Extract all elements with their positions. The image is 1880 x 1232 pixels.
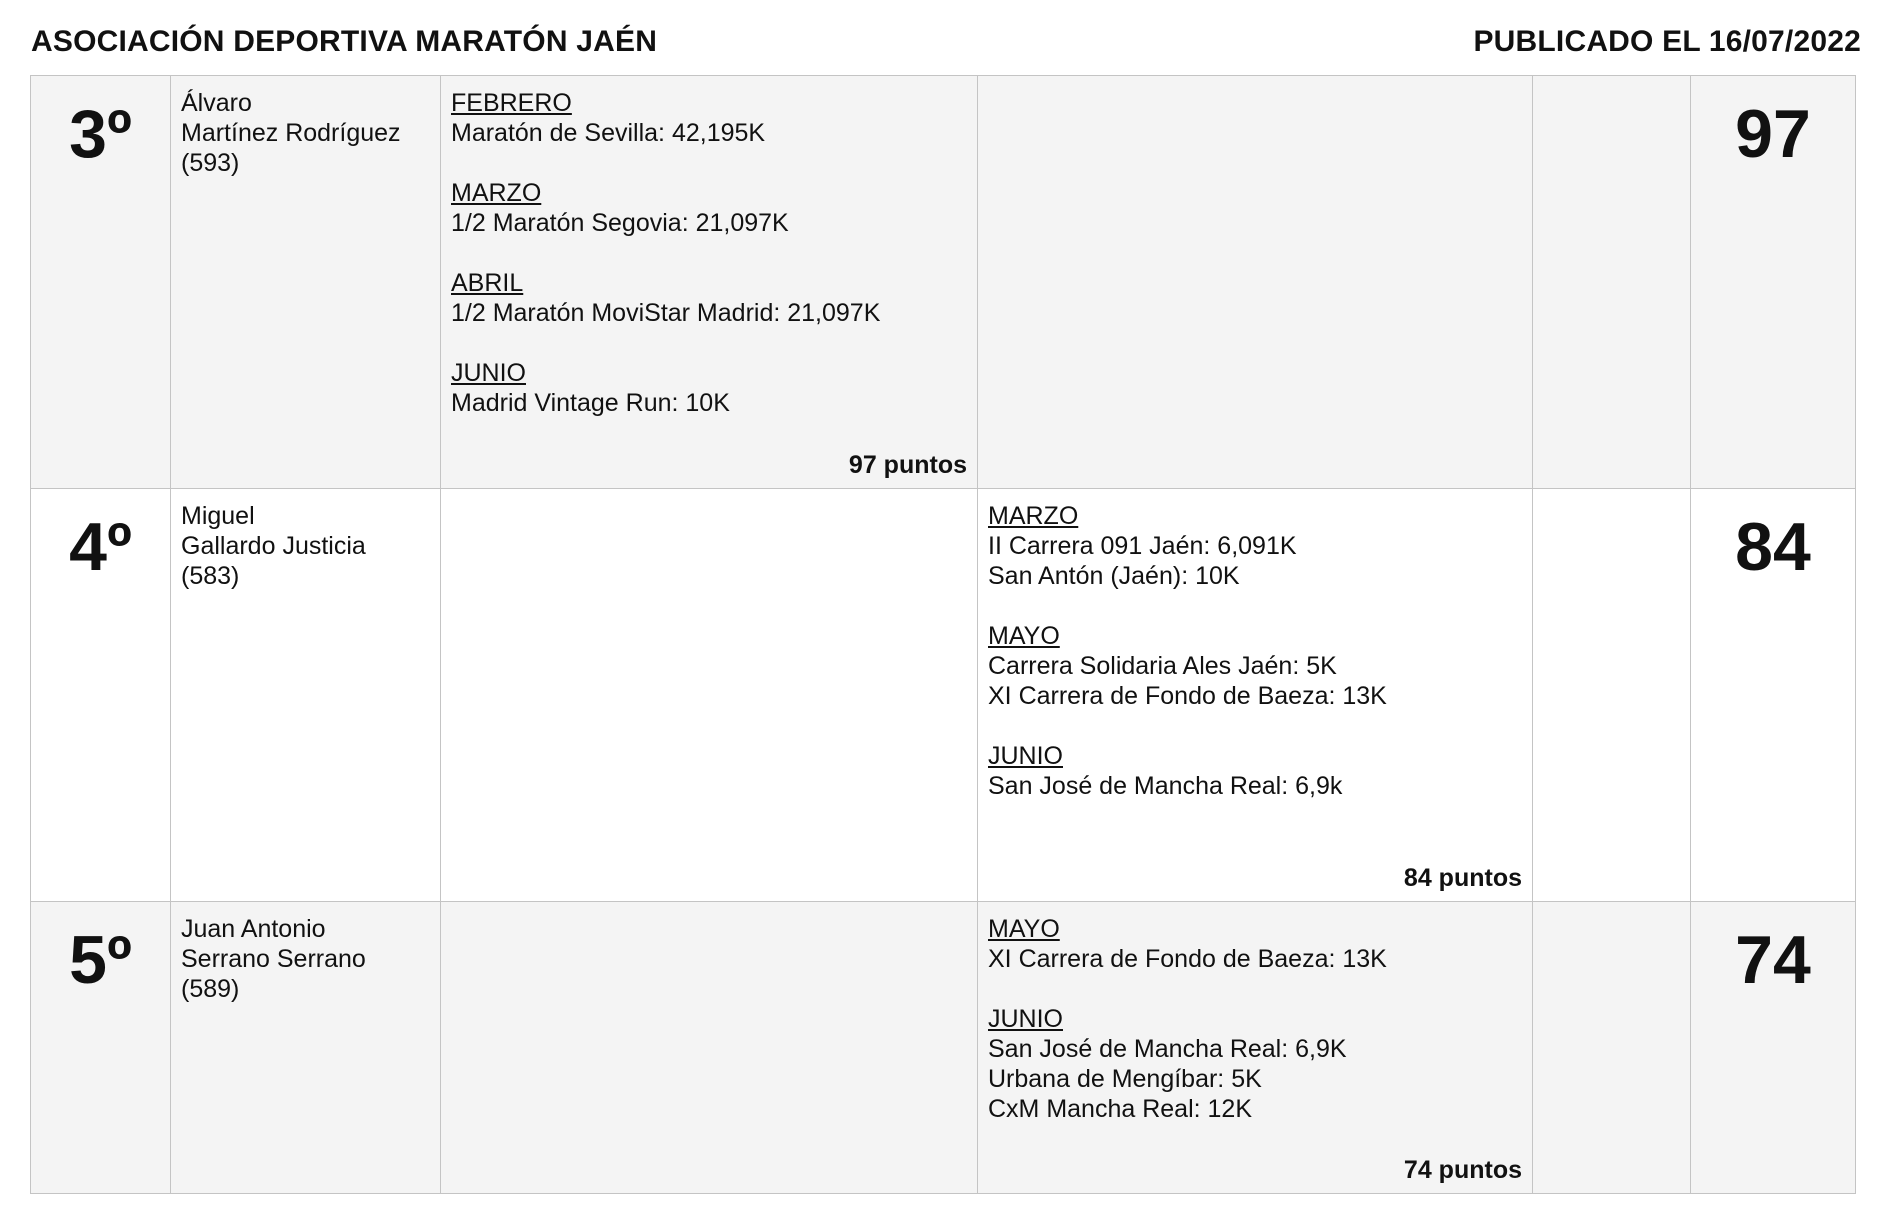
total-cell (1691, 489, 1856, 902)
month-block (451, 268, 967, 328)
race-entry: II Carrera 091 Jaén: 6,091K (988, 532, 1297, 560)
month-label: MAYO (988, 622, 1060, 650)
total-cell (1691, 902, 1856, 1194)
athlete-cell (171, 902, 441, 1194)
page-header (31, 20, 1861, 64)
race-entry: San José de Mancha Real: 6,9k (988, 772, 1343, 800)
table-row (31, 76, 1856, 489)
race-entry: CxM Mancha Real: 12K (988, 1095, 1253, 1123)
month-block (988, 501, 1522, 591)
race-entry: 1/2 Maratón Segovia: 21,097K (451, 209, 789, 237)
table-row (31, 902, 1856, 1194)
points-subtotal: 97 puntos (848, 451, 967, 479)
table-row (31, 489, 1856, 902)
races-list (978, 489, 1532, 801)
member-id: (593) (181, 149, 240, 177)
club-title: ASOCIACIÓN DEPORTIVA MARATÓN JAÉN (31, 25, 658, 58)
month-label: JUNIO (988, 742, 1063, 770)
member-id: (589) (181, 975, 240, 1003)
points-subtotal: 74 puntos (1403, 1156, 1522, 1184)
month-label: ABRIL (451, 269, 524, 297)
position-cell (31, 902, 171, 1194)
position: 5º (69, 922, 132, 998)
month-block (451, 88, 967, 148)
race-entry: Maratón de Sevilla: 42,195K (451, 119, 766, 147)
total-points: 84 (1735, 509, 1811, 585)
month-block (451, 358, 967, 418)
month-label: FEBRERO (451, 89, 572, 117)
total-cell (1691, 76, 1856, 489)
race-entry: Carrera Solidaria Ales Jaén: 5K (988, 652, 1337, 680)
month-block (988, 914, 1522, 974)
position: 3º (69, 96, 132, 172)
athlete-first-name: Álvaro (181, 89, 252, 117)
total-points: 97 (1735, 96, 1811, 172)
extra-cell (1533, 489, 1691, 902)
athlete-last-name: Martínez Rodríguez (181, 119, 401, 147)
month-label: MAYO (988, 915, 1060, 943)
publication-date: PUBLICADO EL 16/07/2022 (1473, 25, 1861, 58)
race-entry: XI Carrera de Fondo de Baeza: 13K (988, 682, 1387, 710)
month-label: JUNIO (988, 1005, 1063, 1033)
race-entry: 1/2 Maratón MoviStar Madrid: 21,097K (451, 299, 881, 327)
position: 4º (69, 509, 132, 585)
race-entry: XI Carrera de Fondo de Baeza: 13K (988, 945, 1387, 973)
races-list (978, 902, 1532, 1124)
races-cell-a (441, 902, 978, 1194)
month-label: MARZO (451, 179, 542, 207)
races-cell-b (978, 489, 1533, 902)
race-entry: San José de Mancha Real: 6,9K (988, 1035, 1347, 1063)
member-id: (583) (181, 562, 240, 590)
month-block (988, 741, 1522, 801)
races-cell-b (978, 76, 1533, 489)
position-cell (31, 489, 171, 902)
extra-cell (1533, 76, 1691, 489)
race-entry: San Antón (Jaén): 10K (988, 562, 1240, 590)
athlete-last-name: Serrano Serrano (181, 945, 366, 973)
total-points: 74 (1735, 922, 1811, 998)
position-cell (31, 76, 171, 489)
athlete-cell (171, 489, 441, 902)
month-label: JUNIO (451, 359, 526, 387)
race-entry: Madrid Vintage Run: 10K (451, 389, 730, 417)
extra-cell (1533, 902, 1691, 1194)
races-cell-a (441, 489, 978, 902)
ranking-table (30, 75, 1856, 1194)
month-block (988, 1004, 1522, 1124)
races-cell-a (441, 76, 978, 489)
month-block (451, 178, 967, 238)
races-list (441, 76, 977, 418)
month-block (988, 621, 1522, 711)
month-label: MARZO (988, 502, 1079, 530)
athlete-first-name: Miguel (181, 502, 255, 530)
points-subtotal: 84 puntos (1403, 864, 1522, 892)
athlete-last-name: Gallardo Justicia (181, 532, 366, 560)
athlete-cell (171, 76, 441, 489)
athlete-first-name: Juan Antonio (181, 915, 326, 943)
race-entry: Urbana de Mengíbar: 5K (988, 1065, 1262, 1093)
races-cell-b (978, 902, 1533, 1194)
